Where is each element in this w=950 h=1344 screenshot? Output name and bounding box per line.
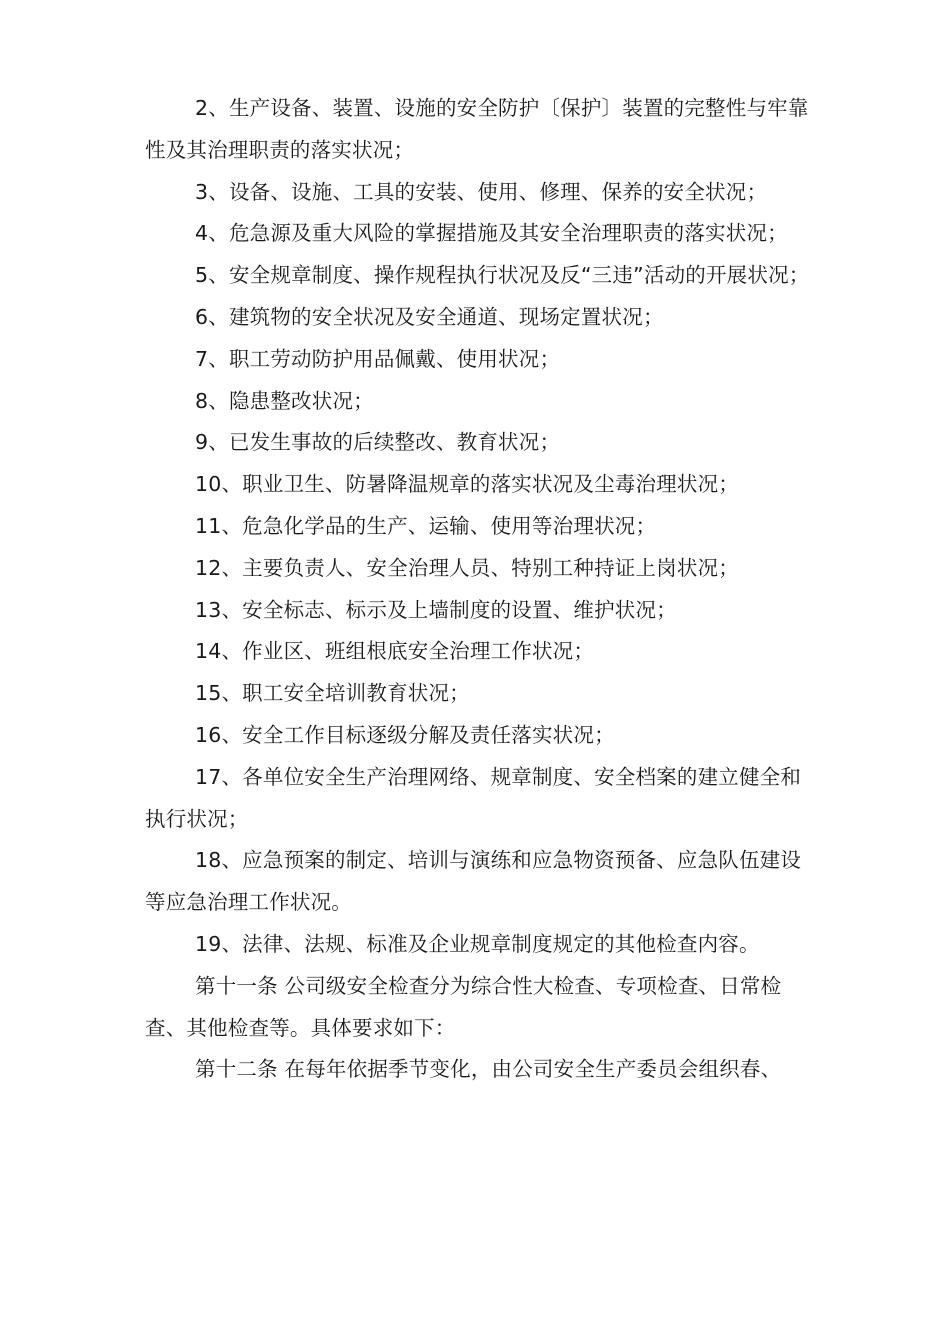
paragraph-item-16: 16、安全工作目标逐级分解及责任落实状况；	[195, 722, 615, 747]
paragraph-item-5: 5、安全规章制度、操作规程执行状况及反“三违”活动的开展状况；	[195, 263, 810, 288]
document-body	[145, 88, 810, 1091]
article-11: 第十一条 公司级安全检查分为综合性大检查、专项检查、日常检查、其他检查等。具体要求如下：	[145, 973, 782, 1040]
paragraph-item-14: 14、作业区、班组根底安全治理工作状况；	[195, 639, 595, 664]
paragraph-item-17: 17、各单位安全生产治理网络、规章制度、安全档案的建立健全和执行状况；	[145, 764, 802, 831]
paragraph-item-13: 13、安全标志、标示及上墙制度的设置、维护状况；	[195, 597, 677, 622]
paragraph-item-3: 3、设备、设施、工具的安装、使用、修理、保养的安全状况；	[195, 179, 768, 204]
paragraph-item-8: 8、隐患整改状况；	[195, 388, 374, 413]
article-12: 第十二条 在每年依据季节变化，由公司安全生产委员会组织春、	[195, 1057, 782, 1082]
paragraph-item-10: 10、职业卫生、防暑降温规章的落实状况及尘毒治理状况；	[195, 472, 739, 497]
paragraph-item-18: 18、应急预案的制定、培训与演练和应急物资预备、应急队伍建设等应急治理工作状况。	[145, 848, 802, 915]
paragraph-item-7: 7、职工劳动防护用品佩戴、使用状况；	[195, 346, 561, 371]
paragraph-item-6: 6、建筑物的安全状况及安全通道、现场定置状况；	[195, 304, 664, 329]
paragraph-item-19: 19、法律、法规、标准及企业规章制度规定的其他检查内容。	[195, 931, 760, 956]
paragraph-item-2: 2、生产设备、装置、设施的安全防护〔保护〕装置的完整性与牢靠性及其治理职责的落实状况；	[145, 96, 809, 162]
paragraph-item-11: 11、危急化学品的生产、运输、使用等治理状况；	[195, 513, 657, 538]
paragraph-item-15: 15、职工安全培训教育状况；	[195, 681, 470, 706]
paragraph-item-9: 9、已发生事故的后续整改、教育状况；	[195, 430, 561, 455]
paragraph-item-12: 12、主要负责人、安全治理人员、特别工种持证上岗状况；	[195, 555, 739, 580]
paragraph-item-4: 4、危急源及重大风险的掌握措施及其安全治理职责的落实状况；	[195, 221, 788, 246]
